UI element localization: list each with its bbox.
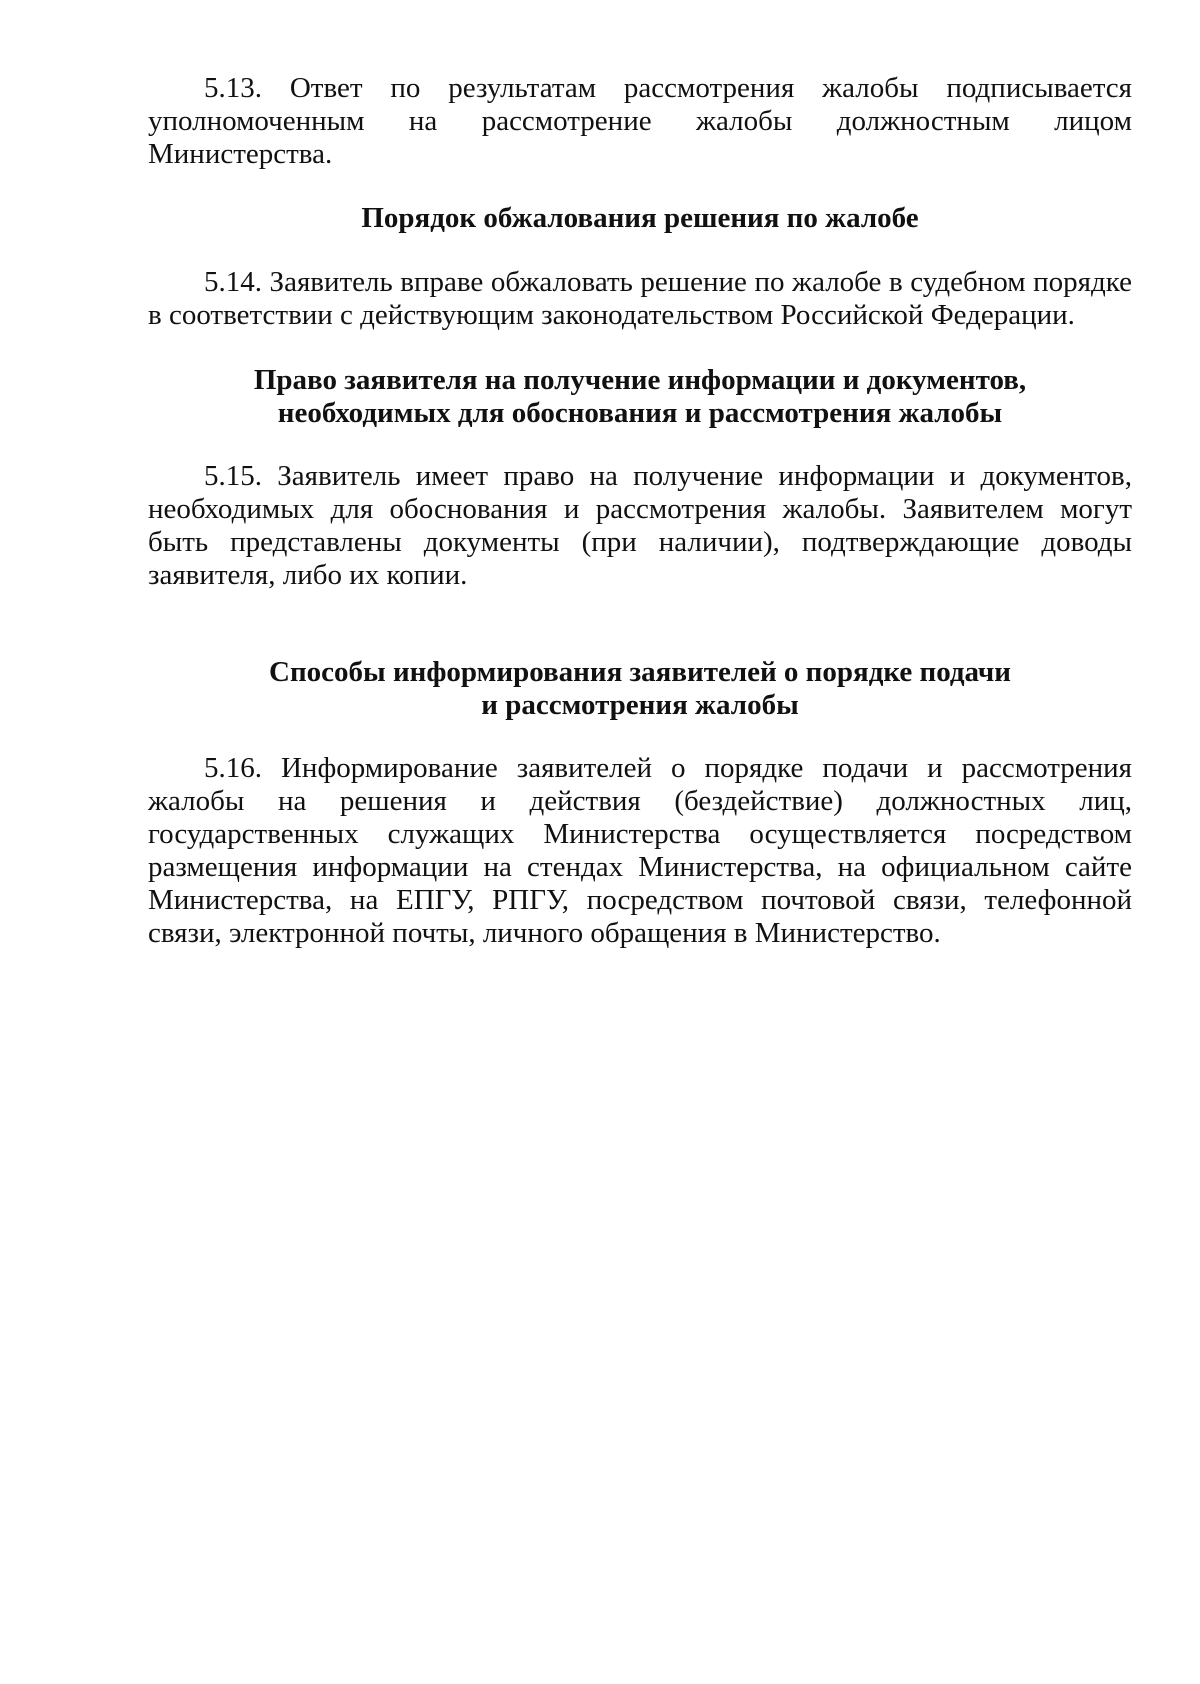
heading-line: и рассмотрения жалобы (481, 689, 799, 721)
paragraph-5-13: 5.13. Ответ по результатам рассмотрения жалобы подписывается уполномоченным на рассмотрение жалобы должностным лицом Министерства. (148, 72, 1132, 170)
document-body (148, 72, 1132, 950)
heading-appeal-procedure (148, 202, 1132, 235)
heading-line: Способы информирования заявителей о порядке подачи (269, 656, 1011, 688)
paragraph-5-15: 5.15. Заявитель имеет право на получение информации и документов, необходимых для обоснования и рассмотрения жалобы. Заявителем могут быть представлены документы (при наличии), подтверждающие доводы заявителя, либо их копии. (148, 460, 1132, 591)
heading-informing-methods (148, 656, 1132, 722)
heading-line: Право заявителя на получение информации и документов, (253, 364, 1027, 396)
heading-right-to-information (148, 364, 1132, 430)
heading-line: необходимых для обоснования и рассмотрения жалобы (277, 397, 1003, 429)
paragraph-5-16: 5.16. Информирование заявителей о порядке подачи и рассмотрения жалобы на решения и действия (бездействие) должностных лиц, государственных служащих Министерства осуществляется посредством размещения информации на стендах Министерства, на официальном сайте Министерства, на ЕПГУ, РПГУ, посредством почтовой связи, телефонной связи, электронной почты, личного обращения в Министерство. (148, 752, 1132, 949)
paragraph-5-14: 5.14. Заявитель вправе обжаловать решение по жалобе в судебном порядке в соответствии с действующим законодательством Российской Федерации. (148, 266, 1132, 331)
heading-line: Порядок обжалования решения по жалобе (361, 202, 919, 234)
